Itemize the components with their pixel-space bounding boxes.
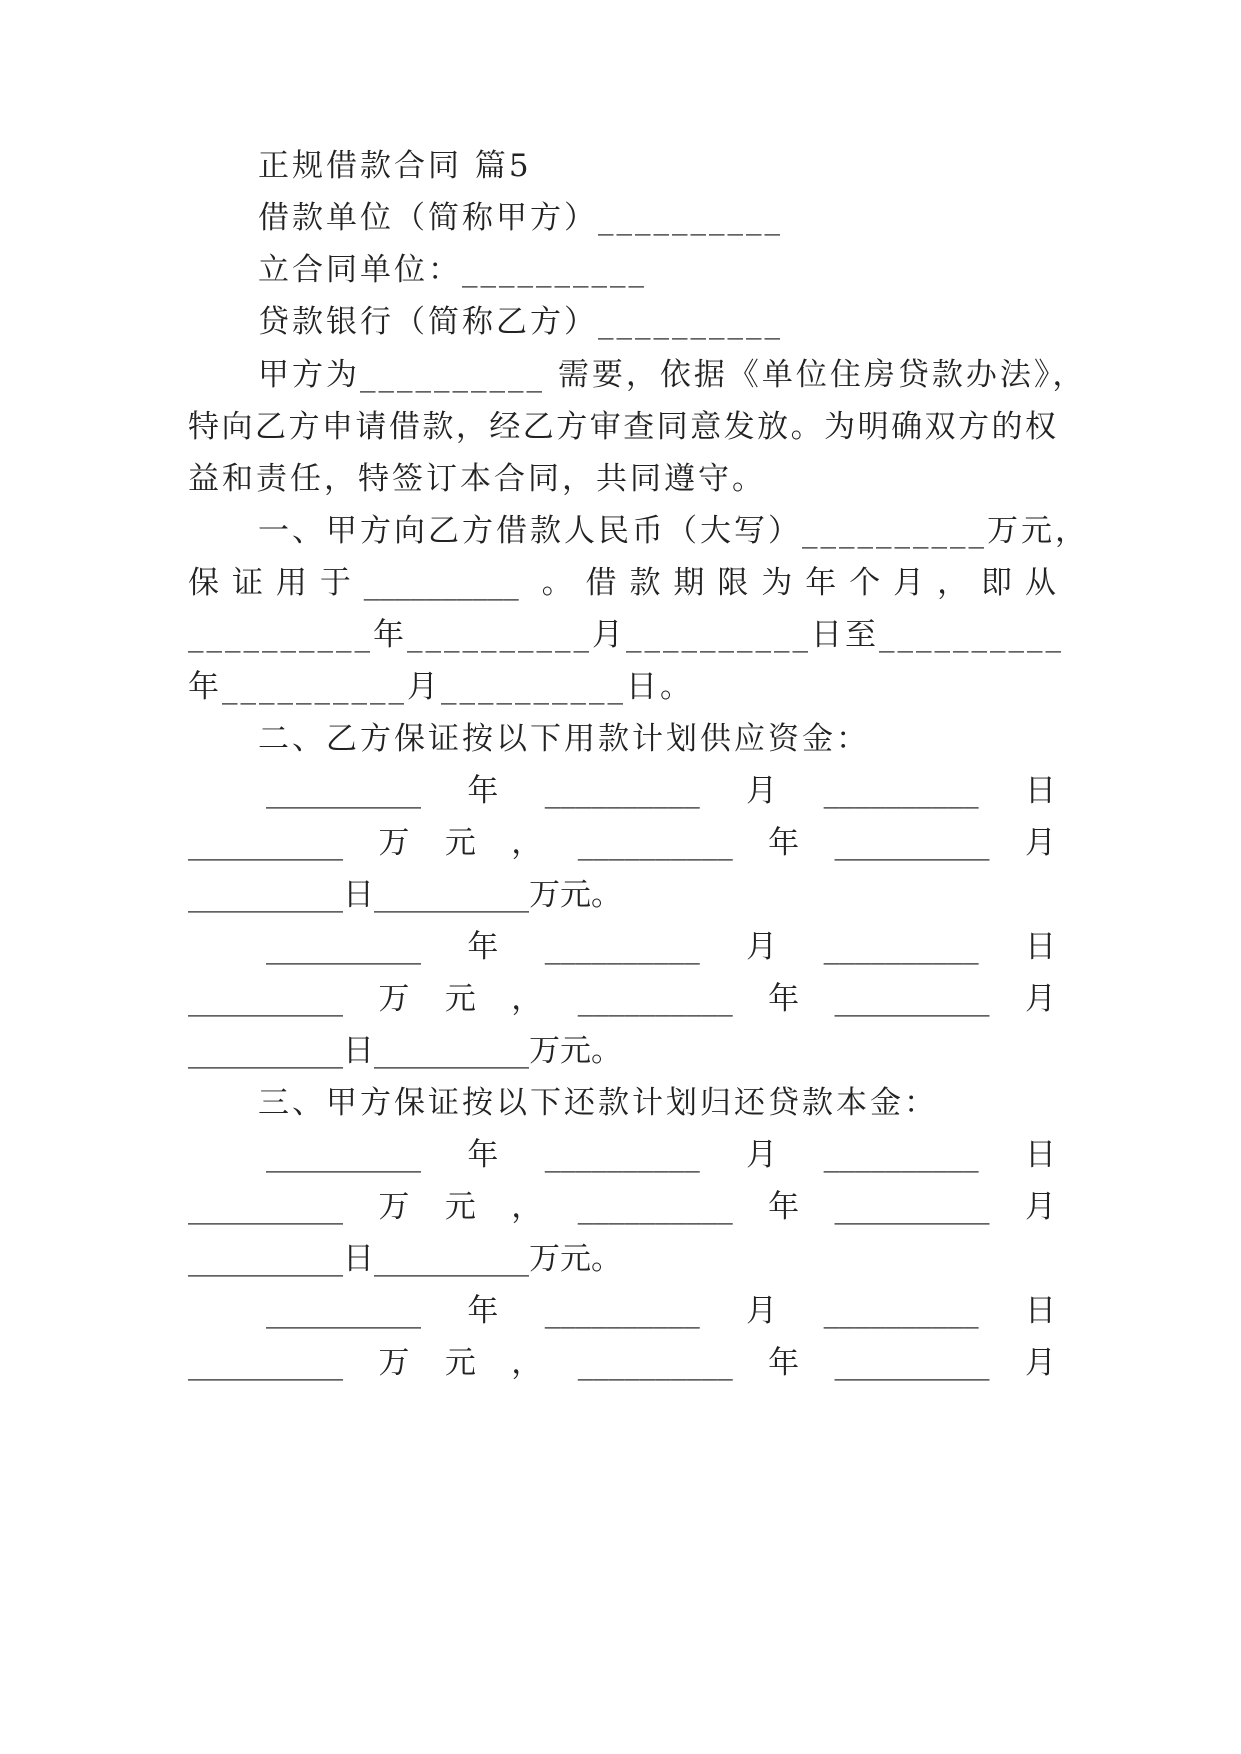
contract-party-line: 立合同单位：__________ (258, 252, 647, 288)
schedule-row-date (266, 762, 1056, 820)
day-label: 日 (1024, 773, 1056, 809)
amount-tail: 万元。 (529, 1241, 622, 1277)
article-3-heading: 三、甲方保证按以下还款计划归还贷款本金： (258, 1085, 938, 1121)
preamble-line-2: 特向乙方申请借款，经乙方审查同意发放。为明确双方的权 (188, 409, 1056, 445)
amount-tail: 万元。 (529, 1033, 622, 1069)
amount-tail: 万元。 (529, 877, 622, 913)
article-2-heading: 二、乙方保证按以下用款计划供应资金： (258, 721, 870, 757)
yuan-label: 元 (444, 1189, 476, 1225)
blank-line: __________ (834, 1189, 990, 1225)
blank-line: __________ (266, 1137, 421, 1173)
blank-line: __________ (188, 1189, 343, 1225)
day-label: 日 (1024, 929, 1056, 965)
borrower-line: 借款单位（简称甲方）__________ (258, 200, 783, 236)
schedule-row-date (266, 1282, 1056, 1340)
blank-line: __________ (544, 1293, 700, 1329)
year-label: 年 (768, 1345, 800, 1381)
month-label: 月 (1024, 825, 1056, 861)
blank-line: __________ (188, 981, 343, 1017)
wan-label: 万 (378, 981, 410, 1017)
year-label: 年 (768, 981, 800, 1017)
month-label: 月 (746, 929, 778, 965)
schedule-row-date (266, 918, 1056, 976)
year-label: 年 (467, 773, 499, 809)
month-label: 月 (746, 773, 778, 809)
blank-line: __________ (834, 825, 990, 861)
comma: ， (511, 981, 543, 1017)
wan-label: 万 (378, 1345, 410, 1381)
year-label: 年 (467, 1137, 499, 1173)
blank-line: __________ (834, 981, 990, 1017)
blank-line: __________ (577, 981, 733, 1017)
lender-line: 贷款银行（简称乙方）__________ (258, 304, 783, 340)
article-1-line-4: 年__________月__________日。 (188, 669, 694, 705)
day-label: 日 (343, 1241, 374, 1277)
month-label: 月 (746, 1293, 778, 1329)
blank-line: __________ (544, 1137, 700, 1173)
yuan-label: 元 (444, 825, 476, 861)
year-label: 年 (768, 1189, 800, 1225)
comma: ， (511, 1189, 543, 1225)
schedule-row-end (188, 1022, 1056, 1080)
blank-line: __________ (374, 877, 529, 913)
preamble-line-1: 甲方为__________ 需要，依据《单位住房贷款办法》， (258, 357, 1087, 393)
blank-line: __________ (823, 773, 979, 809)
month-label: 月 (1024, 1345, 1056, 1381)
document-title: 正规借款合同 篇5 (258, 148, 532, 184)
comma: ， (511, 1345, 543, 1381)
schedule-row-end (188, 1230, 1056, 1288)
blank-line: __________ (823, 1293, 979, 1329)
blank-line: __________ (188, 1033, 343, 1069)
year-label: 年 (768, 825, 800, 861)
article-1-line-3: __________年__________月__________日至__________ (188, 617, 1064, 653)
month-label: 月 (1024, 981, 1056, 1017)
blank-line: __________ (544, 929, 700, 965)
yuan-label: 元 (444, 981, 476, 1017)
blank-line: __________ (823, 929, 979, 965)
blank-line: __________ (188, 825, 343, 861)
blank-line: __________ (374, 1241, 529, 1277)
blank-line: __________ (544, 773, 700, 809)
blank-line: __________ (188, 877, 343, 913)
blank-line: __________ (374, 1033, 529, 1069)
blank-line: __________ (577, 825, 733, 861)
day-label: 日 (1024, 1293, 1056, 1329)
year-label: 年 (467, 929, 499, 965)
wan-label: 万 (378, 825, 410, 861)
year-label: 年 (467, 1293, 499, 1329)
schedule-row-date (266, 1126, 1056, 1184)
blank-line: __________ (577, 1345, 733, 1381)
comma: ， (511, 825, 543, 861)
blank-line: __________ (188, 1241, 343, 1277)
blank-line: __________ (834, 1345, 990, 1381)
blank-line: __________ (266, 929, 421, 965)
article-1-line-1: 一、甲方向乙方借款人民币（大写）__________万元， (258, 513, 1089, 549)
yuan-label: 元 (444, 1345, 476, 1381)
preamble-line-3: 益和责任，特签订本合同，共同遵守。 (188, 461, 766, 497)
month-label: 月 (1024, 1189, 1056, 1225)
article-1-line-2: 保证用于__________ 。借款期限为年个月，即从 (188, 565, 1056, 601)
schedule-row-amount (188, 814, 1056, 872)
blank-line: __________ (577, 1189, 733, 1225)
schedule-row-amount (188, 1334, 1056, 1392)
blank-line: __________ (823, 1137, 979, 1173)
blank-line: __________ (266, 773, 421, 809)
day-label: 日 (1024, 1137, 1056, 1173)
blank-line: __________ (266, 1293, 421, 1329)
schedule-row-amount (188, 1178, 1056, 1236)
wan-label: 万 (378, 1189, 410, 1225)
schedule-row-amount (188, 970, 1056, 1028)
blank-line: __________ (188, 1345, 343, 1381)
day-label: 日 (343, 877, 374, 913)
schedule-row-end (188, 866, 1056, 924)
month-label: 月 (746, 1137, 778, 1173)
day-label: 日 (343, 1033, 374, 1069)
